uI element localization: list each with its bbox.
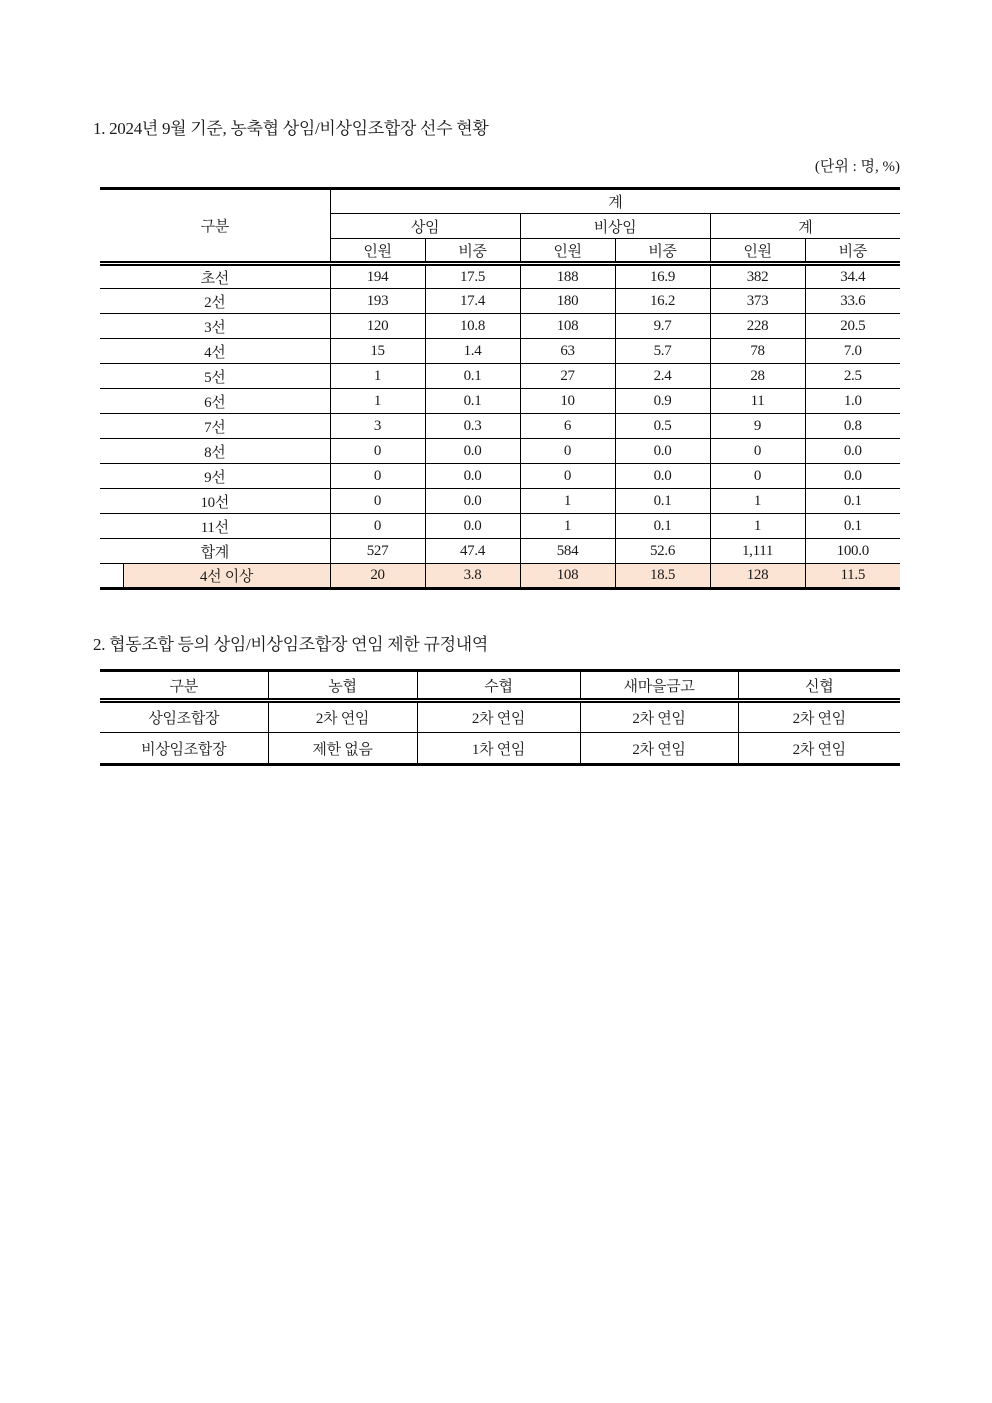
cell: 11: [710, 389, 805, 414]
table1-header-bisangim: 비상임: [520, 214, 710, 239]
cell: 373: [710, 289, 805, 314]
table-row: [100, 701, 900, 733]
term-limit-table: [100, 669, 900, 766]
table-row: [100, 414, 900, 439]
cell: 3.8: [425, 564, 520, 589]
cell: 2차 연임: [738, 733, 900, 765]
row-label: 7선: [100, 414, 330, 439]
cell: 1: [520, 489, 615, 514]
cell: 34.4: [805, 264, 900, 289]
cell: 108: [520, 564, 615, 589]
cell: 1: [520, 514, 615, 539]
cell: 2차 연임: [738, 701, 900, 733]
cell: 194: [330, 264, 425, 289]
cell: 2.4: [615, 364, 710, 389]
cell: 0.1: [805, 514, 900, 539]
table1-subheader: 인원: [520, 239, 615, 264]
cell: 0.1: [805, 489, 900, 514]
table2-header: 신협: [738, 671, 900, 701]
table-row: [100, 339, 900, 364]
cell: 2차 연임: [580, 701, 738, 733]
table2-header: 농협: [268, 671, 417, 701]
row-label: 8선: [100, 439, 330, 464]
table-row: [100, 489, 900, 514]
row-label: 9선: [100, 464, 330, 489]
cell: 15: [330, 339, 425, 364]
cell: 1.0: [805, 389, 900, 414]
row-label: 5선: [100, 364, 330, 389]
table1-header-gubun: 구분: [100, 189, 330, 264]
cell: 0.1: [425, 364, 520, 389]
cell: 0: [330, 464, 425, 489]
cell: 0.0: [805, 464, 900, 489]
table-row: [100, 364, 900, 389]
table-row: [100, 439, 900, 464]
table1-header-gye: 계: [710, 214, 900, 239]
cell: 128: [710, 564, 805, 589]
cell: 78: [710, 339, 805, 364]
cell: 0: [330, 439, 425, 464]
row-label: 2선: [100, 289, 330, 314]
cell: 0: [710, 439, 805, 464]
table1-header-sangim: 상임: [330, 214, 520, 239]
total-row: [100, 539, 900, 564]
cell: 2차 연임: [268, 701, 417, 733]
cell: 1,111: [710, 539, 805, 564]
cell: 0: [520, 464, 615, 489]
cell: 2차 연임: [417, 701, 580, 733]
cell: 33.6: [805, 289, 900, 314]
cell: 0: [330, 514, 425, 539]
cell: 11.5: [805, 564, 900, 589]
table2-header: 수협: [417, 671, 580, 701]
table1-header-total: 계: [330, 189, 900, 214]
cell: 16.2: [615, 289, 710, 314]
cell: 1.4: [425, 339, 520, 364]
cell: 0.0: [615, 464, 710, 489]
cell: 0.0: [425, 514, 520, 539]
table1-subheader: 비중: [805, 239, 900, 264]
cell: 27: [520, 364, 615, 389]
cell: 제한 없음: [268, 733, 417, 765]
cell: 1: [710, 514, 805, 539]
table2-header: 새마을금고: [580, 671, 738, 701]
table-row: [100, 289, 900, 314]
cell: 1차 연임: [417, 733, 580, 765]
cell: 0: [520, 439, 615, 464]
cell: 5.7: [615, 339, 710, 364]
cell: 16.9: [615, 264, 710, 289]
cell: 180: [520, 289, 615, 314]
highlight-row: [100, 564, 900, 589]
stub-cell: [100, 564, 123, 589]
cell: 0: [330, 489, 425, 514]
cell: 527: [330, 539, 425, 564]
cell: 382: [710, 264, 805, 289]
cell: 100.0: [805, 539, 900, 564]
row-label: 11선: [100, 514, 330, 539]
cell: 0.1: [615, 514, 710, 539]
table1-subheader: 비중: [615, 239, 710, 264]
cell: 1: [710, 489, 805, 514]
page-content: [93, 0, 900, 766]
row-label: 4선 이상: [123, 564, 330, 589]
section1-title: 1. 2024년 9월 기준, 농축협 상임/비상임조합장 선수 현황: [93, 119, 489, 138]
cell: 3: [330, 414, 425, 439]
unit-label: (단위 : 명, %): [814, 159, 900, 175]
table1-subheader: 비중: [425, 239, 520, 264]
cell: 0.0: [805, 439, 900, 464]
row-label: 상임조합장: [100, 701, 268, 733]
row-label: 10선: [100, 489, 330, 514]
table2-header: 구분: [100, 671, 268, 701]
cell: 0.1: [425, 389, 520, 414]
cell: 47.4: [425, 539, 520, 564]
cell: 2.5: [805, 364, 900, 389]
cell: 1: [330, 364, 425, 389]
election-count-table: [100, 187, 900, 590]
cell: 9: [710, 414, 805, 439]
cell: 120: [330, 314, 425, 339]
cell: 10: [520, 389, 615, 414]
cell: 9.7: [615, 314, 710, 339]
cell: 0.8: [805, 414, 900, 439]
row-label: 비상임조합장: [100, 733, 268, 765]
table2-header-row: [100, 671, 900, 701]
cell: 0.0: [425, 464, 520, 489]
cell: 1: [330, 389, 425, 414]
cell: 52.6: [615, 539, 710, 564]
table-row: [100, 389, 900, 414]
table1-subheader: 인원: [710, 239, 805, 264]
cell: 0.1: [615, 489, 710, 514]
cell: 10.8: [425, 314, 520, 339]
cell: 584: [520, 539, 615, 564]
cell: 228: [710, 314, 805, 339]
cell: 20.5: [805, 314, 900, 339]
cell: 17.5: [425, 264, 520, 289]
section2-title: 2. 협동조합 등의 상임/비상임조합장 연임 제한 규정내역: [93, 635, 488, 654]
cell: 2차 연임: [580, 733, 738, 765]
table-row: [100, 464, 900, 489]
table1-header-row1: [100, 189, 900, 214]
row-label: 합계: [100, 539, 330, 564]
row-label: 3선: [100, 314, 330, 339]
table-row: [100, 264, 900, 289]
cell: 108: [520, 314, 615, 339]
cell: 193: [330, 289, 425, 314]
table-row: [100, 514, 900, 539]
cell: 18.5: [615, 564, 710, 589]
cell: 6: [520, 414, 615, 439]
cell: 63: [520, 339, 615, 364]
row-label: 초선: [100, 264, 330, 289]
cell: 7.0: [805, 339, 900, 364]
cell: 0.3: [425, 414, 520, 439]
cell: 0: [710, 464, 805, 489]
cell: 0.5: [615, 414, 710, 439]
cell: 20: [330, 564, 425, 589]
cell: 17.4: [425, 289, 520, 314]
row-label: 4선: [100, 339, 330, 364]
cell: 28: [710, 364, 805, 389]
row-label: 6선: [100, 389, 330, 414]
table-row: [100, 733, 900, 765]
cell: 0.0: [615, 439, 710, 464]
cell: 0.0: [425, 439, 520, 464]
table1-subheader: 인원: [330, 239, 425, 264]
table-row: [100, 314, 900, 339]
cell: 0.9: [615, 389, 710, 414]
cell: 0.0: [425, 489, 520, 514]
cell: 188: [520, 264, 615, 289]
